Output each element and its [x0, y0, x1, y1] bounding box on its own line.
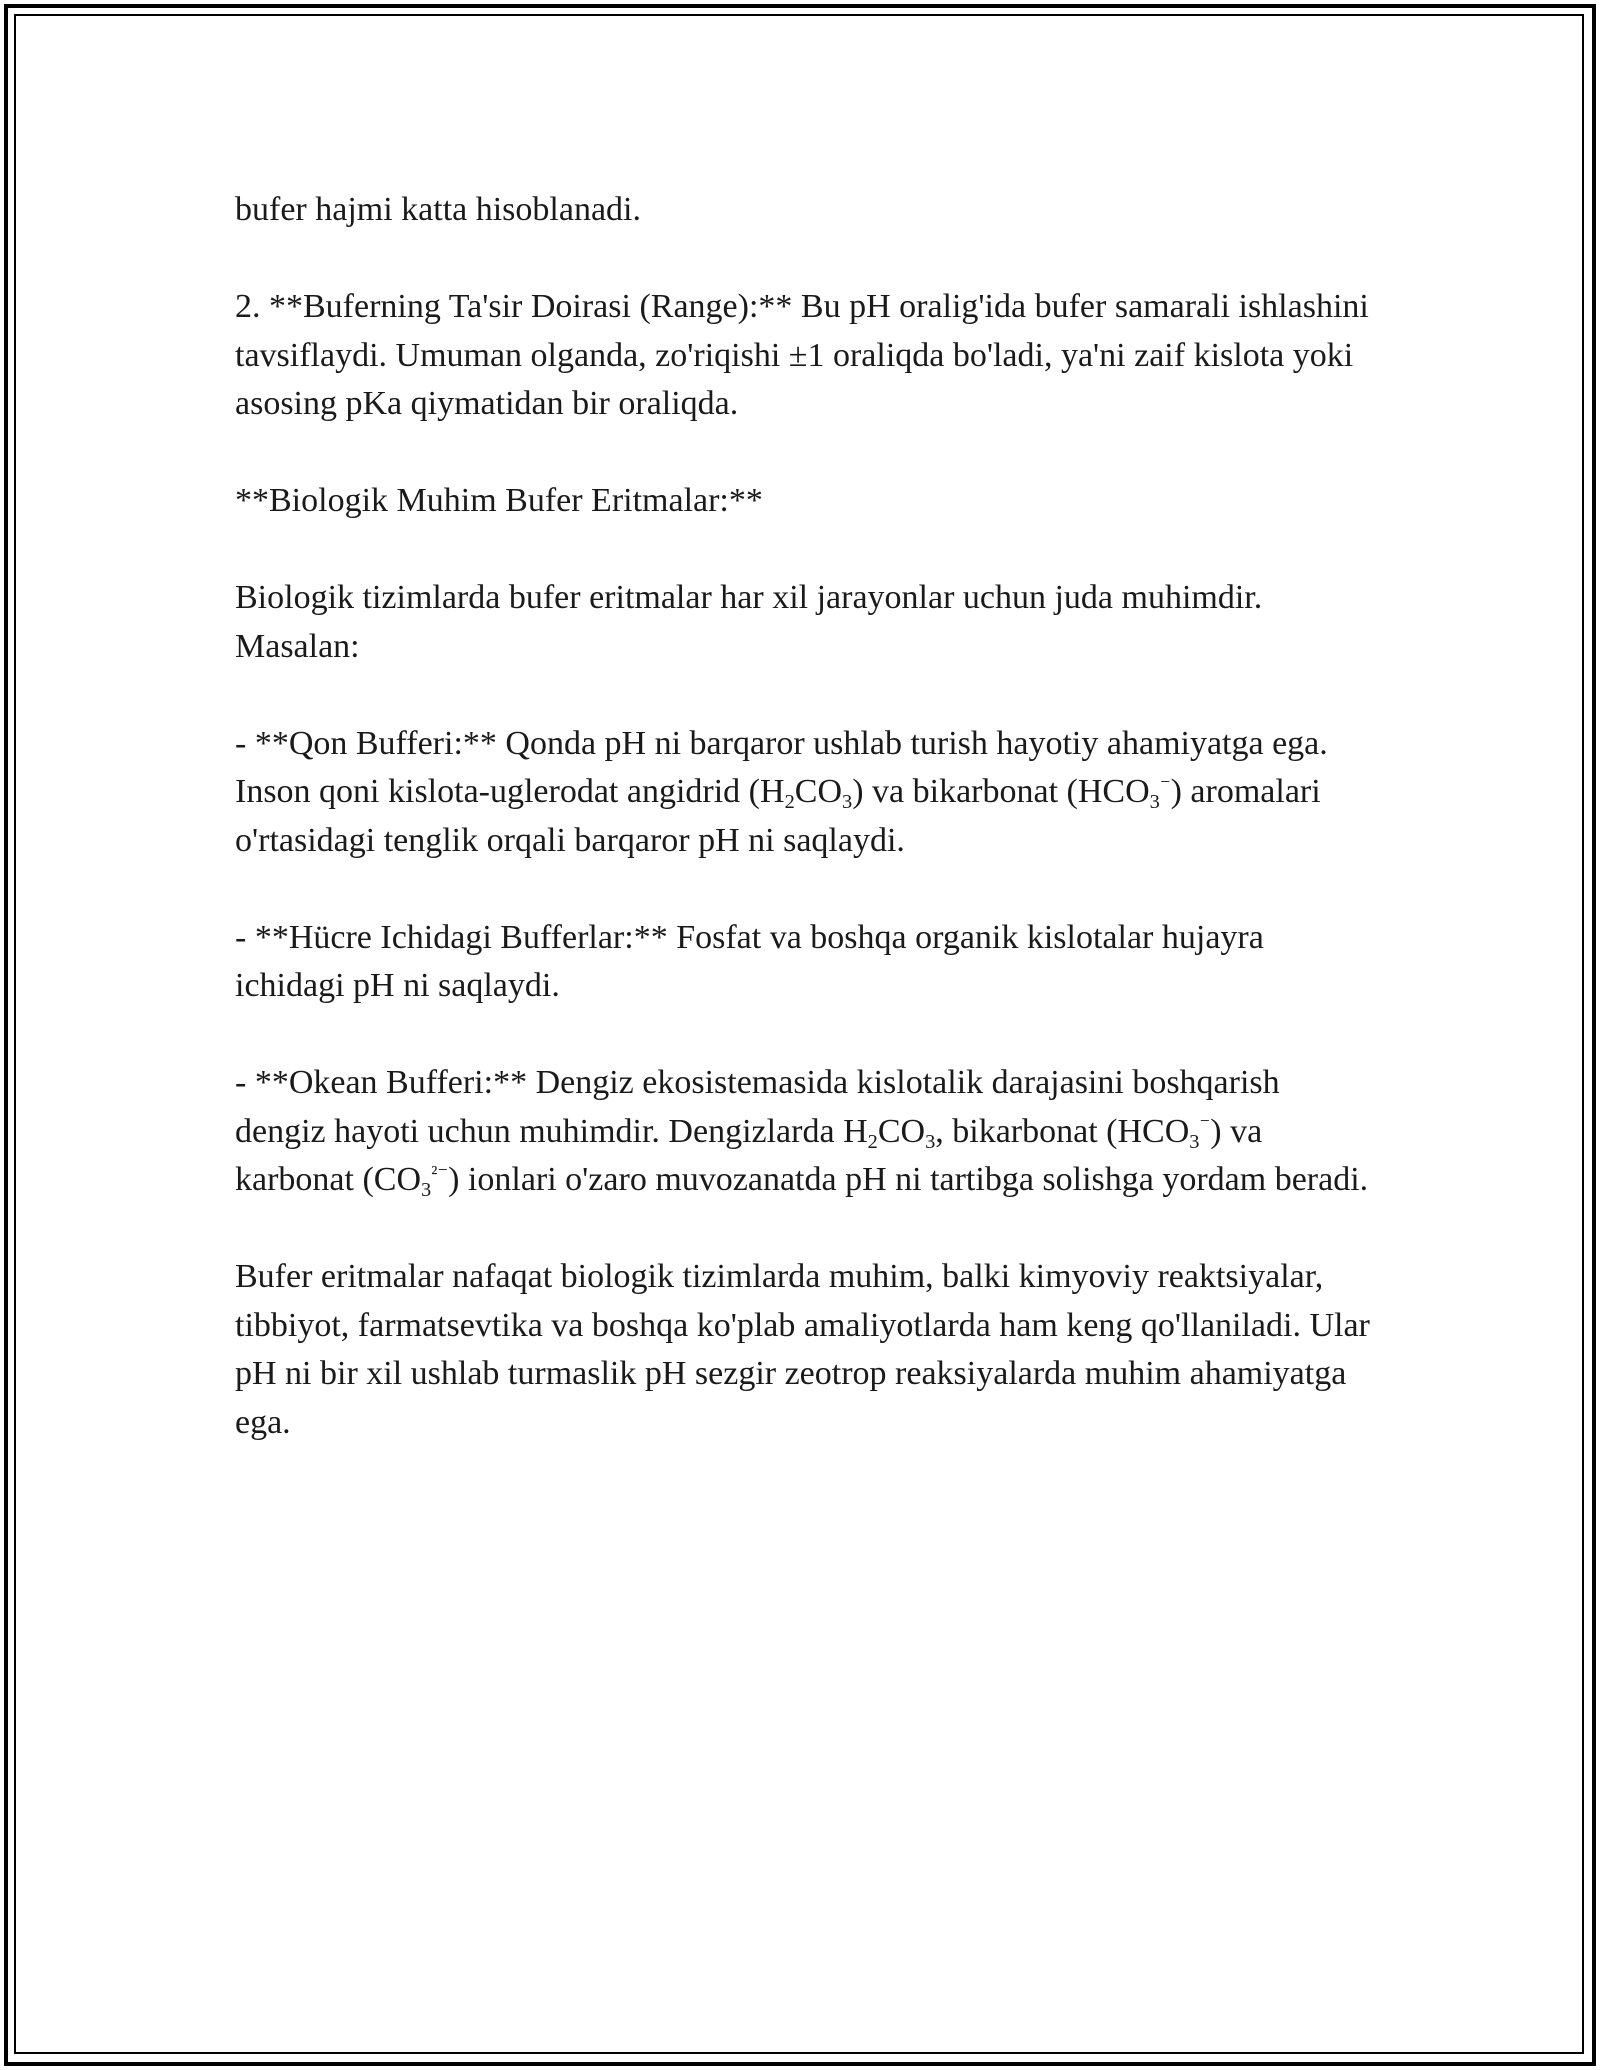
paragraph-conclusion: Bufer eritmalar nafaqat biologik tizimlarda muhim, balki kimyoviy reaktsiyalar, tibbiyot, farmatsevtika va boshqa ko'plab amaliyotlarda ham keng qo'llaniladi. Ular pH ni bir xil ushlab turmaslik pH sezgir zeotrop reaksiyalarda muhim ahamiyatga ega.: [235, 1258, 1370, 1441]
text-segment: ) ionlari o'zaro muvozanatda pH ni tartibga solishga yordam beradi.: [448, 1161, 1369, 1198]
superscript: ⁻: [1199, 1114, 1211, 1137]
list-item-blood-buffer: [235, 720, 1375, 866]
superscript: ⁻: [1159, 774, 1171, 797]
text-segment: ) va bikarbonat (HCO: [852, 773, 1150, 810]
text-segment: CO: [877, 1112, 926, 1150]
list-item-ocean-buffer: [235, 1059, 1375, 1205]
paragraph-intro: Biologik tizimlarda bufer eritmalar har xil jarayonlar uchun juda muhimdir. Masalan:: [235, 579, 1263, 665]
paragraph-continuation: bufer hajmi katta hisoblanadi.: [235, 191, 641, 228]
text-segment: - **Okean Bufferi:** Dengiz ekosistemasida kislotalik darajasini boshqarish dengiz hayoti uchun muhimdir. Dengizlarda H: [235, 1064, 1280, 1150]
text-segment: CO: [794, 773, 842, 810]
text-segment: , bikarbonat (HCO: [935, 1112, 1190, 1150]
list-item-cell-buffers: - **Hücre Ichidagi Bufferlar:** Fosfat va boshqa organik kislotalar hujayra ichidagi pH ni saqlaydi.: [235, 918, 1264, 1004]
subscript: 2: [867, 1130, 878, 1153]
subscript: 3: [925, 1130, 936, 1153]
text-segment: ) va karbonat (CO: [235, 1112, 1263, 1198]
subscript: 3: [1189, 1130, 1200, 1153]
subscript: 3: [842, 791, 853, 814]
paragraph-buffer-range: 2. **Buferning Ta'sir Doirasi (Range):** Bu pH oralig'ida bufer samarali ishlashini tavsiflaydi. Umuman olganda, zo'riqishi ±1 oraliqda bo'ladi, ya'ni zaif kislota yoki asosing pKa qiymatidan bir oraliqda.: [235, 288, 1369, 422]
superscript: ²⁻: [431, 1162, 449, 1185]
text-segment: ) aromalari o'rtasidagi tenglik orqali barqaror pH ni saqlaydi.: [235, 773, 1321, 859]
text-segment: - **Qon Bufferi:** Qonda pH ni barqaror ushlab turish hayotiy ahamiyatga ega. Inson qoni kislota-uglerodat angidrid (H: [235, 724, 1328, 810]
subscript: 3: [1149, 791, 1160, 814]
subscript: 2: [784, 791, 795, 814]
document-body: [235, 186, 1375, 1447]
section-heading: **Biologik Muhim Bufer Eritmalar:**: [235, 482, 763, 519]
subscript: 3: [421, 1179, 432, 1202]
